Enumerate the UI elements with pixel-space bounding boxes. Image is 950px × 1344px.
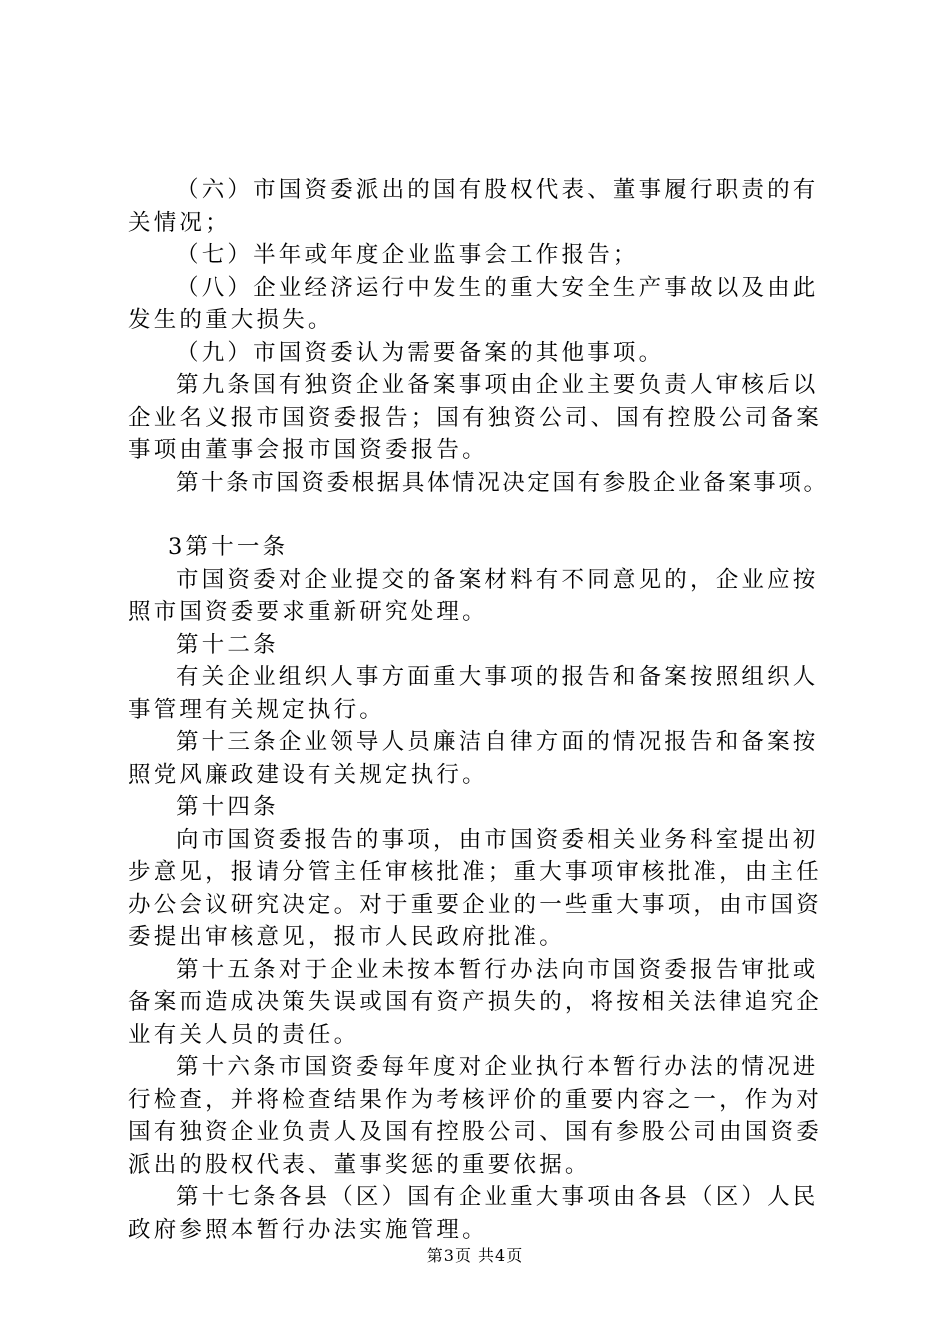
page-footer — [0, 1243, 950, 1266]
article-9: 第九条国有独资企业备案事项由企业主要负责人审核后以企业名义报市国资委报告；国有独资公司、国有控股公司备案事项由董事会报市国资委报告。 — [128, 372, 822, 463]
paragraph-item-9: （九）市国资委认为需要备案的其他事项。 — [176, 339, 665, 366]
page-number-label: 第3页 共4页 — [426, 1246, 524, 1265]
paragraph-item-8: （八）企业经济运行中发生的重大安全生产事故以及由此发生的重大损失。 — [128, 274, 819, 333]
article-11-heading: 3第十一条 — [168, 534, 289, 560]
article-14-body: 向市国资委报告的事项，由市国资委相关业务科室提出初步意见，报请分管主任审核批准；重大事项审核批准，由主任办公会议研究决定。对于重要企业的一些重大事项，由市国资委提出审核意见，报市人民政府批准。 — [128, 826, 822, 950]
paragraph-item-7: （七）半年或年度企业监事会工作报告； — [176, 242, 639, 268]
article-15: 第十五条对于企业未按本暂行办法向市国资委报告审批或备案而造成决策失误或国有资产损失的，将按相关法律追究企业有关人员的责任。 — [128, 956, 822, 1048]
article-10: 第十条市国资委根据具体情况决定国有参股企业备案事项。 — [176, 469, 829, 496]
paragraph-item-6: （六）市国资委派出的国有股权代表、董事履行职责的有关情况； — [128, 177, 819, 236]
article-16: 第十六条市国资委每年度对企业执行本暂行办法的情况进行检查，并将检查结果作为考核评价的重要内容之一，作为对国有独资企业负责人及国有控股公司、国有参股公司由国资委派出的股权代表、董事奖惩的重要依据。 — [128, 1054, 822, 1178]
document-body — [128, 174, 842, 1246]
section-gap — [128, 499, 842, 531]
article-13: 第十三条企业领导人员廉洁自律方面的情况报告和备案按照党风廉政建设有关规定执行。 — [128, 729, 819, 788]
article-14-heading: 第十四条 — [176, 794, 279, 820]
article-12-body: 有关企业组织人事方面重大事项的报告和备案按照组织人事管理有关规定执行。 — [128, 664, 819, 723]
article-17: 第十七条各县（区）国有企业重大事项由各县（区）人民政府参照本暂行办法实施管理。 — [128, 1184, 819, 1243]
article-12-heading: 第十二条 — [176, 631, 279, 658]
article-11-body: 市国资委对企业提交的备案材料有不同意见的，企业应按照市国资委要求重新研究处理。 — [128, 566, 819, 625]
